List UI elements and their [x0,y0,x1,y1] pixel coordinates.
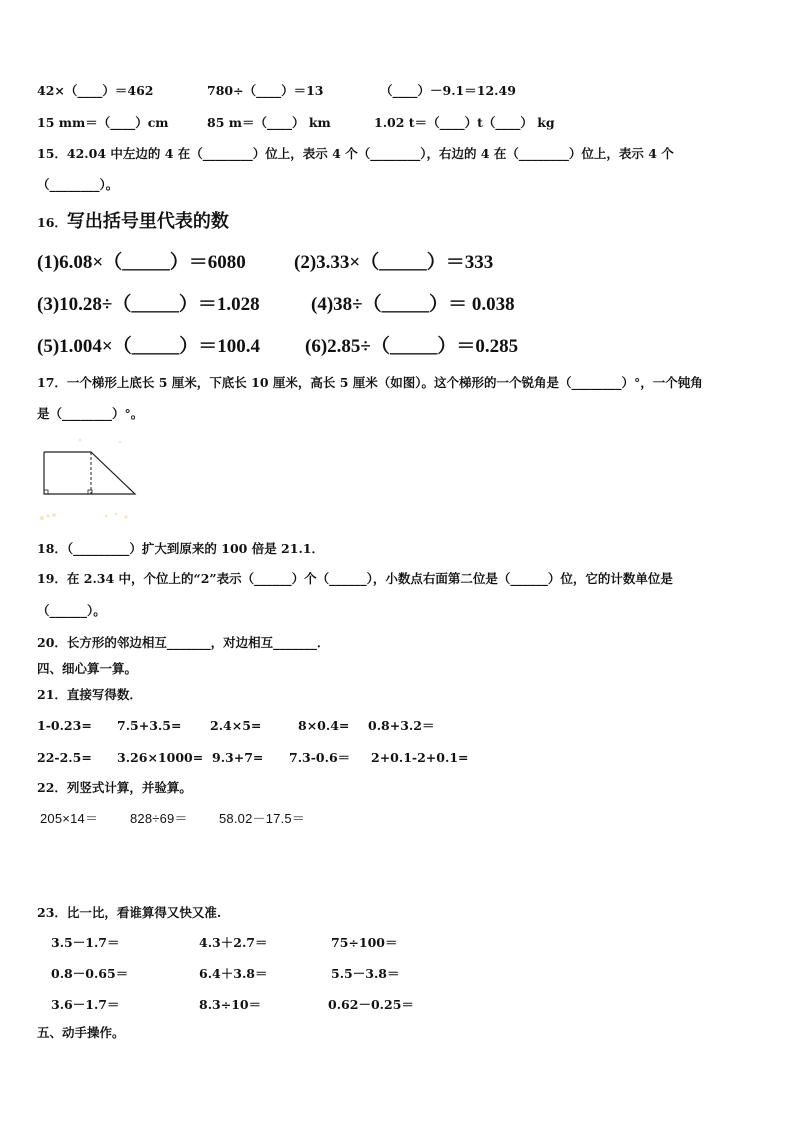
question-21-title: 21．直接写得数． [37,687,142,702]
section-5-heading: 五、动手操作。 [37,1025,125,1040]
q21-row1-item-5: 0.8+3.2＝ [368,718,435,733]
question-16-item-5: (5)1.004×（_____）＝100.4 [37,336,260,357]
q22-item-1: 205×14＝ [40,811,99,826]
question-23-title: 23．比一比，看谁算得又快又准. [37,905,222,920]
fill-row-2-item-1: 15 mm＝（____）cm [37,115,169,130]
question-18: 18．（_________）扩大到原来的 100 倍是 21.1． [37,541,324,556]
q23-row2-item-3: 5.5－3.8＝ [331,966,400,981]
q21-row1-item-3: 2.4×5= [210,718,262,733]
q23-row3-item-3: 0.62－0.25＝ [328,997,414,1012]
q21-row1-item-2: 7.5+3.5= [117,718,182,733]
q21-row2-item-3: 9.3+7= [212,750,264,765]
question-20: 20．长方形的邻边相互_______，对边相互_______． [37,635,330,650]
fill-row-1-item-2: 780÷（____）＝13 [207,83,324,98]
q21-row1-item-4: 8×0.4= [298,718,350,733]
q23-row2-item-1: 0.8－0.65＝ [51,966,129,981]
q23-row1-item-1: 3.5－1.7＝ [51,935,120,950]
question-16-item-6: (6)2.85÷（_____）＝0.285 [305,336,519,357]
q21-row2-item-2: 3.26×1000= [117,750,204,765]
fill-row-2-item-2: 85 m＝（____） km [207,115,331,130]
question-16-number: 16． [37,215,67,230]
fill-row-1-item-3: （____）－9.1＝12.49 [380,83,516,98]
question-22-title: 22．列竖式计算，并验算。 [37,780,192,795]
question-15-line-1: 15．42.04 中左边的 4 在（________）位上，表示 4 个（________），右边的 4 在（________）位上，表示 4 个 [37,146,674,161]
q21-row2-item-4: 7.3-0.6＝ [289,750,351,765]
q21-row2-item-1: 22-2.5= [37,750,92,765]
section-4-heading: 四、细心算一算。 [37,661,138,676]
trapezoid-figure [36,438,156,528]
question-16-title-text: 写出括号里代表的数 [66,211,229,232]
q23-row3-item-1: 3.6－1.7＝ [51,997,120,1012]
question-16-item-3: (3)10.28÷（_____）＝1.028 [37,294,260,315]
q22-item-3: 58.02－17.5＝ [219,811,306,826]
question-16-item-1: (1)6.08×（_____）＝6080 [37,252,246,273]
question-17-line-1: 17．一个梯形上底长 5 厘米，下底长 10 厘米，高长 5 厘米（如图）。这个梯形的一个锐角是（________）°，一个钝角 [37,375,703,390]
scan-speckles [40,439,128,520]
q23-row1-item-2: 4.3＋2.7＝ [199,935,268,950]
q22-item-2: 828÷69＝ [130,811,188,826]
question-16-title [37,210,229,234]
q23-row1-item-3: 75÷100＝ [331,935,398,950]
q21-row1-item-1: 1-0.23= [37,718,92,733]
fill-row-1-item-1: 42×（____）＝462 [37,83,154,98]
question-16-item-4: (4)38÷（_____）＝ 0.038 [311,294,515,315]
question-19-line-2: （______）。 [37,603,106,618]
fill-row-2-item-3: 1.02 t＝（____）t（____） kg [374,115,555,130]
q23-row2-item-2: 6.4＋3.8＝ [199,966,268,981]
trapezoid-outline [44,452,135,494]
question-19-line-1: 19．在 2.34 中，个位上的“2”表示（______）个（______），小数点右面第二位是（______）位，它的计数单位是 [37,571,673,586]
q21-row2-item-5: 2+0.1-2+0.1= [371,750,469,765]
q23-row3-item-2: 8.3÷10＝ [199,997,262,1012]
question-17-line-2: 是（________）°。 [37,406,144,421]
question-15-line-2: （________）。 [37,177,119,192]
question-16-item-2: (2)3.33×（_____）＝333 [294,252,494,273]
